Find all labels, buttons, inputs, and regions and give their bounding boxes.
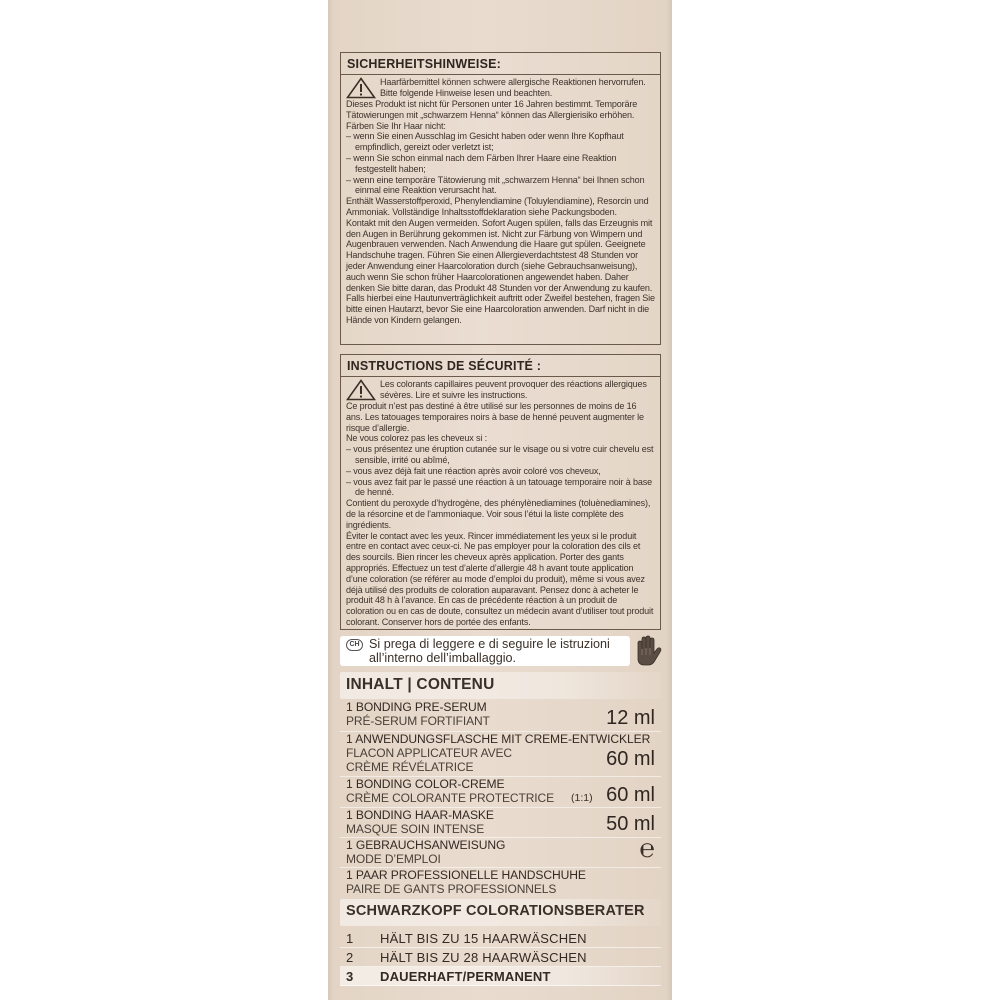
safety-paragraph: Kontakt mit den Augen vermeiden. Sofort Augen spülen, falls das Erzeugnis mit den Augen in Berührung gekommen ist. Nicht zur Färbung von Wimpern und Augenbrauen verwenden. Nach Anwendung die Haare gut spülen. Geeignete Handschuhe tragen. Führen Sie einen Allergieverdachtstest 48 Stunden vor jeder Anwendung einer Haarcoloration durch (siehe Gebrauchsanweisung), auch wenn Sie schon früher Haarcolorationen angewendet haben. Daher denken Sie bitte daran, das Produkt 48 Stunden vor der Anwendung zu kaufen. Falls hierbei eine Hautunverträglichkeit auftritt oder Zweifel bestehen, fragen Sie bitte einen Hautarzt, bevor Sie eine Haarcoloration anwenden. Darf nicht in die Hände von Kindern gelangen. <box>346 217 655 325</box>
advisor-level-text: HÄLT BIS ZU 15 HAARWÄSCHEN <box>380 931 587 946</box>
content-item-volume: 60 ml <box>606 748 655 770</box>
warning-triangle-icon <box>346 379 376 401</box>
safety-paragraph: Färben Sie Ihr Haar nicht: <box>346 120 446 131</box>
warning-intro-de: Haarfärbemittel können schwere allergische Reaktionen hervorrufen. Bitte folgende Hinweise lesen und beachten. <box>380 77 646 98</box>
safety-bullet: – wenn Sie einen Ausschlag im Gesicht haben oder wenn Ihre Kopfhaut empfindlich, gereizt oder verletzt ist; <box>346 131 624 153</box>
content-item-volume: 50 ml <box>606 813 655 835</box>
ch-notice <box>340 636 630 666</box>
content-item-volume: 60 ml <box>606 784 655 806</box>
content-item-name: 1 PAAR PROFESSIONELLE HANDSCHUHE <box>346 868 586 882</box>
content-item <box>340 732 661 777</box>
safety-bullet: – wenn Sie schon einmal nach dem Färben Ihrer Haare eine Reaktion festgestellt haben; <box>346 152 617 174</box>
safety-paragraph: Contient du peroxyde d’hydrogène, des phénylènediamines (toluènediamines), de la résorcine et de l’ammoniaque. Voir sous l’étui la liste complète des ingrédients. <box>346 498 651 530</box>
safety-paragraph: Ce produit n’est pas destiné à être utilisé sur les personnes de moins de 16 ans. Les tatouages temporaires noirs à base de henné peuvent augmenter le risque d’allergie. <box>346 401 644 433</box>
content-item <box>340 834 661 868</box>
content-item-sub: FLACON APPLICATEUR AVEC <box>346 746 512 760</box>
warning-triangle-icon <box>346 77 376 99</box>
content-item <box>340 808 661 838</box>
content-item-sub: MASQUE SOIN INTENSE <box>346 822 485 836</box>
advisor-header: SCHWARZKOPF COLORATIONSBERATER <box>340 899 661 926</box>
advisor-level <box>340 929 661 948</box>
content-item-volume: 12 ml <box>606 707 655 729</box>
content-item-name: 1 GEBRAUCHSANWEISUNG <box>346 838 506 852</box>
safety-paragraph: Dieses Produkt ist nicht für Personen unter 16 Jahren bestimmt. Temporäre Tätowierungen mit „schwarzem Henna“ können das Allergierisiko erhöhen. <box>346 99 638 120</box>
content-item-name: 1 BONDING HAAR-MASKE <box>346 808 494 822</box>
content-item-sub: MODE D’EMPLOI <box>346 852 441 866</box>
content-item-sub: CRÈME COLORANTE PROTECTRICE <box>346 791 554 805</box>
safety-body-de <box>341 75 660 326</box>
content-item-name: 1 ANWENDUNGSFLASCHE MIT CREME-ENTWICKLER <box>346 732 651 746</box>
advisor-level-number: 3 <box>346 969 354 984</box>
warning-row-de <box>346 77 655 99</box>
warning-row-fr <box>346 379 655 401</box>
safety-bullet: – vous avez déjà fait une réaction après avoir coloré vos cheveux, <box>346 465 601 476</box>
content-item-ratio: (1:1) <box>571 792 593 804</box>
advisor-level-text: DAUERHAFT/PERMANENT <box>380 969 551 984</box>
advisor-level-text: HÄLT BIS ZU 28 HAARWÄSCHEN <box>380 950 587 965</box>
content-item <box>340 777 661 808</box>
content-item <box>340 700 661 732</box>
safety-bullet: – wenn eine temporäre Tätowierung mit „schwarzem Henna“ bei Ihnen schon einmal eine Reaktion verursacht hat. <box>346 174 645 196</box>
content-item-sub: PAIRE DE GANTS PROFESSIONNELS <box>346 882 557 896</box>
advisor-level <box>340 948 661 967</box>
safety-bullet: – vous avez fait par le passé une réaction à un tatouage temporaire noir à base de henné. <box>346 476 652 498</box>
safety-title-de: SICHERHEITSHINWEISE: <box>341 53 660 75</box>
safety-box-fr <box>340 354 661 630</box>
contents-header: INHALT | CONTENU <box>340 672 661 699</box>
advisor-level-number: 1 <box>346 931 354 946</box>
ch-notice-text: Si prega di leggere e di seguire le istruzioni all’interno dell’imballaggio. <box>369 636 610 665</box>
safety-title-fr: INSTRUCTIONS DE SÉCURITÉ : <box>341 355 660 377</box>
safety-bullet: – vous présentez une éruption cutanée sur le visage ou si votre cuir chevelu est sensible, irrité ou abîmé, <box>346 444 654 465</box>
safety-box-de <box>340 52 661 345</box>
content-item-name: 1 BONDING PRE-SERUM <box>346 700 487 714</box>
content-item <box>340 868 661 898</box>
estimated-sign-icon: ℮ <box>639 834 655 864</box>
warning-intro-fr: Les colorants capillaires peuvent provoquer des réactions allergiques sévères. Lire et suivre les instructions. <box>380 379 647 400</box>
safety-body-fr <box>341 377 660 628</box>
content-item-sub: CRÈME RÉVÉLATRICE <box>346 760 474 774</box>
safety-paragraph: Éviter le contact avec les yeux. Rincer immédiatement les yeux si le produit entre en contact avec ceux-ci. Ne pas employer pour la coloration des cils et des sourcils. Bien rincer les cheveux après application. Porter des gants appropriés. Effectuez un test d’alerte d’allergie 48 h avant toute application d’une coloration (se référer au mode d’emploi du produit), même si vous avez déjà utilisé des produits de coloration auparavant. Pensez donc à acheter le produit 48 h à l’avance. En cas de précédente réaction à un produit de coloration ou en cas de doute, consultez un médecin avant d’utiliser tout produit colorant. Conserver hors de portée des enfants. <box>346 530 654 627</box>
safety-paragraph: Enthält Wasserstoffperoxid, Phenylendiamine (Toluylendiamine), Resorcin und Ammoniak. Vollständige Inhaltsstoffdeklaration siehe Packungsboden. <box>346 196 649 217</box>
ch-badge: CH <box>346 639 363 651</box>
hand-gloves-icon <box>634 634 664 668</box>
safety-paragraph: Ne vous colorez pas les cheveux si : <box>346 433 487 444</box>
content-item-name: 1 BONDING COLOR-CREME <box>346 777 505 791</box>
advisor-level-active <box>340 967 661 986</box>
content-item-sub: PRÉ-SERUM FORTIFIANT <box>346 714 490 728</box>
advisor-level-number: 2 <box>346 950 354 965</box>
